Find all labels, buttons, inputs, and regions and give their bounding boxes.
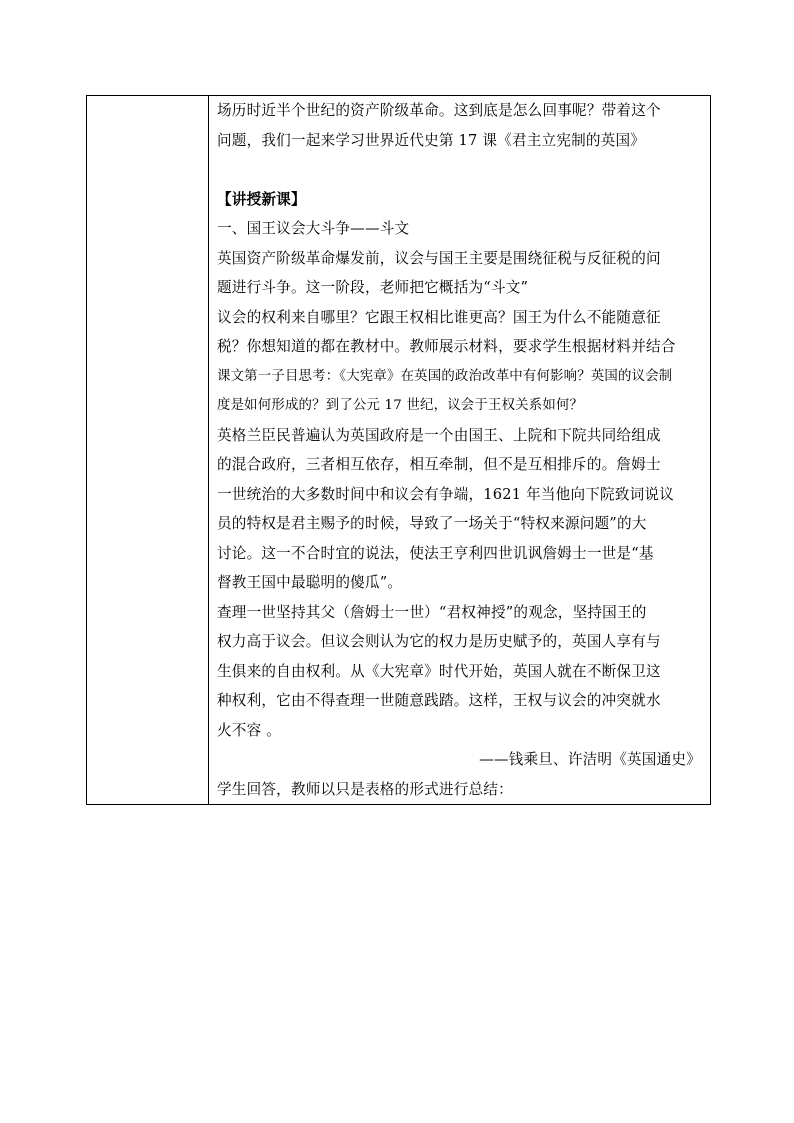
paragraph-line: 英格兰臣民普遍认为英国政府是一个由国王、上院和下院共同给组成 [217,426,661,444]
source-citation: ——钱乘旦、许洁明《英国通史》 [479,751,701,768]
table-row [87,96,711,805]
paragraph-line: 权力高于议会。但议会则认为它的权力是历史赋予的，英国人享有与 [217,633,661,650]
paragraph-line: 的混合政府，三者相互依存，相互牵制，但不是互相排斥的。詹姆士 [217,456,661,473]
paragraph-line: 议会的权利来自哪里？它跟王权相比谁更高？国王为什么不能随意征 [217,308,661,326]
lesson-content [209,96,710,804]
paragraph-line: 督教王国中最聪明的傻瓜”。 [217,574,403,591]
intro-line: 问题，我们一起来学习世界近代史第 17 课《君主立宪制的英国》 [217,131,646,149]
paragraph-line: 员的特权是君主赐予的时候，导致了一场关于“特权来源问题”的大 [217,515,647,532]
paragraph-line: 课文第一子目思考：《大宪章》在英国的政治改革中有何影响？英国的议会制 [217,368,673,384]
paragraph-line: 税？你想知道的都在教材中。教师展示材料，要求学生根据材料并结合 [217,338,676,355]
paragraph-line: 英国资产阶级革命爆发前，议会与国王主要是围绕征税与反征税的问 [217,249,661,267]
lesson-plan-table [86,95,711,805]
closing-line: 学生回答，教师以只是表格的形式进行总结： [217,780,513,798]
section-heading: 【讲授新课】 [217,190,306,208]
blank-line [217,155,703,185]
paragraph-line: 火不容 。 [217,721,282,739]
paragraph-line: 种权利，它由不得查理一世随意践踏。这样，王权与议会的冲突就水 [217,692,661,709]
paragraph-line: 一世统治的大多数时间中和议会有争端，1621 年当他向下院致词说议 [217,485,675,503]
paragraph-line: 度是如何形成的？到了公元 17 世纪，议会于王权关系如何？ [217,398,584,413]
intro-line: 场历时近半个世纪的资产阶级革命。这到底是怎么回事呢？带着这个 [217,102,661,119]
paragraph-line: 生俱来的自由权利。从《大宪章》时代开始，英国人就在不断保卫这 [217,662,661,680]
paragraph-line: 讨论。这一不合时宜的说法，使法王亨利四世讥讽詹姆士一世是“基 [217,544,654,562]
content-cell [209,96,711,805]
paragraph-line: 查理一世坚持其父（詹姆士一世）“君权神授”的观念，坚持国王的 [217,603,647,621]
left-column-cell [87,96,209,805]
subsection-title: 一、国王议会大斗争——斗文 [217,220,410,237]
paragraph-line: 题进行斗争。这一阶段，老师把它概括为“斗文” [217,279,529,296]
